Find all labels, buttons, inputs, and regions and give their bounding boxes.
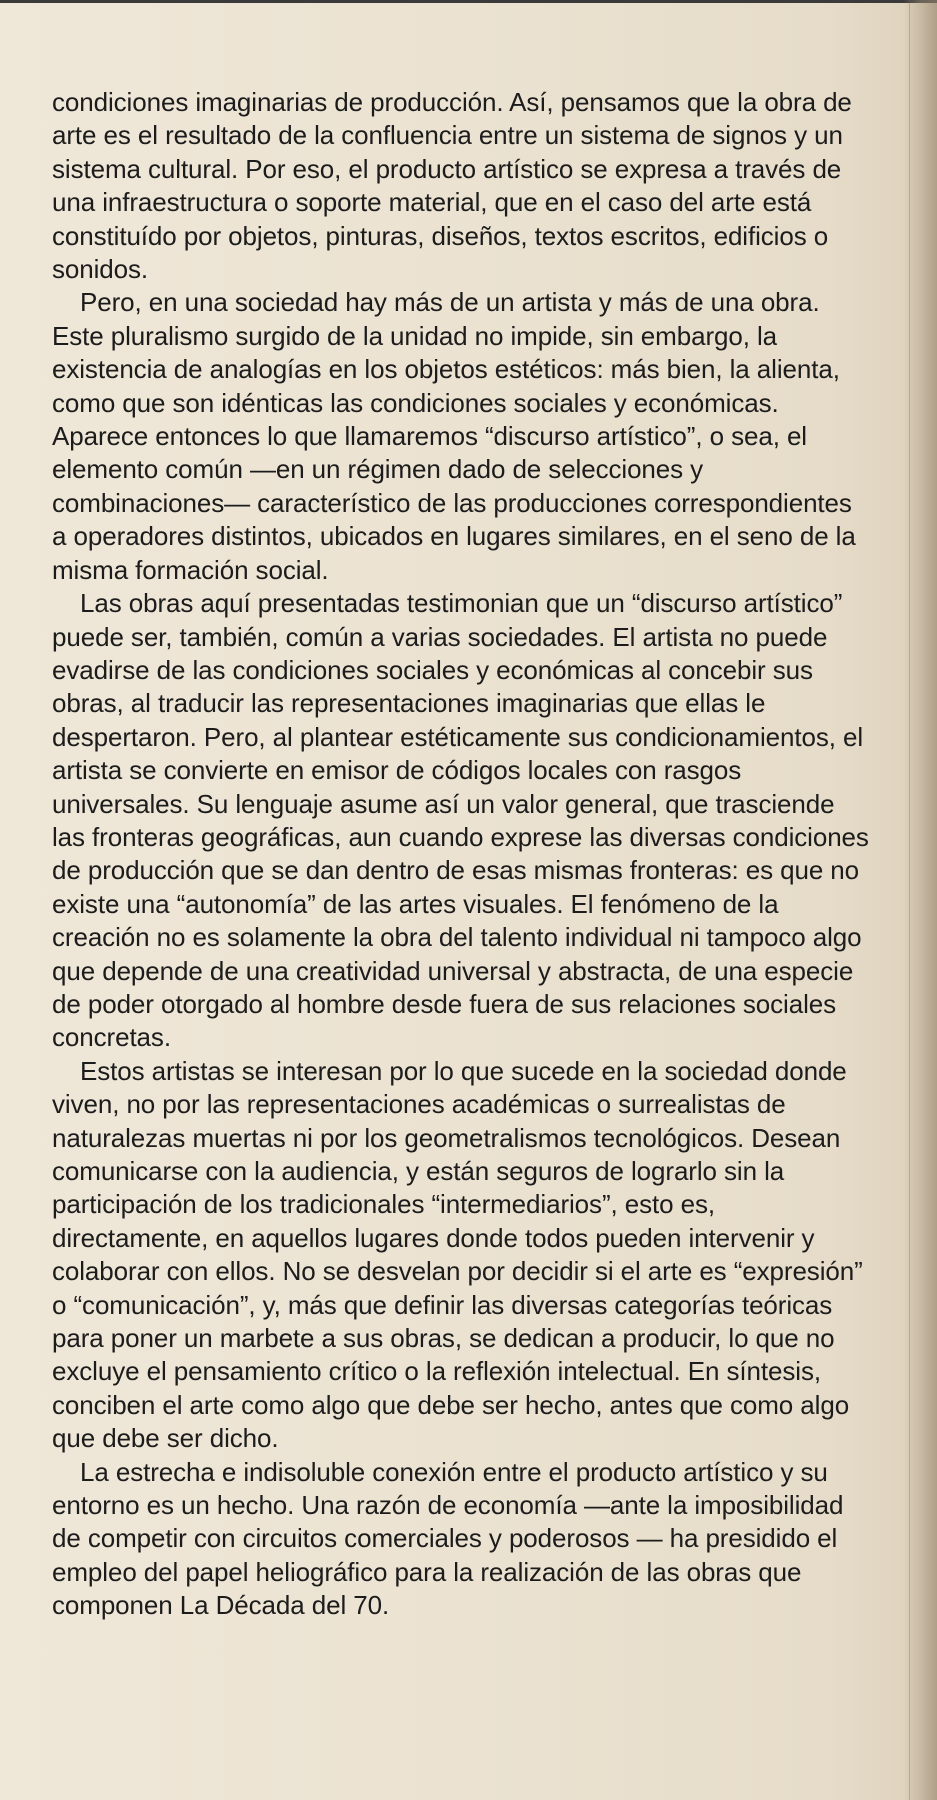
- paragraph-5: La estrecha e indisoluble conexión entre el producto artístico y su entorno es un hecho. Una razón de economía —ante la imposibilidad de competir con circuitos comerciales y poderosos — ha presidido el empleo del papel heliográfico para la realización de las obras que componen La Década del 70.: [52, 1456, 844, 1621]
- body-text: [52, 86, 870, 1623]
- paragraph-3: Las obras aquí presentadas testimonian que un “discurso artístico” puede ser, también, común a varias sociedades. El artista no puede evadirse de las condiciones sociales y económicas al concebir sus obras, al traducir las representaciones imaginarias que ellas le despertaron. Pero, al plantear estéticamente sus condicionamientos, el artista se convierte en emisor de códigos locales con rasgos universales. Su lenguaje asume así un valor general, que trasciende las fronteras geográficas, aun cuando exprese las diversas condiciones de producción que se dan dentro de esas mismas fronteras: es que no existe una “autonomía” de las artes visuales. El fenómeno de la creación no es solamente la obra del talento individual ni tampoco algo que depende de una creatividad universal y abstracta, de una especie de poder otorgado al hombre desde fuera de sus relaciones sociales concretas.: [52, 588, 869, 1053]
- paragraph-2: Pero, en una sociedad hay más de un artista y más de una obra. Este pluralismo surgido de la unidad no impide, sin embargo, la existencia de analogías en los objetos estéticos: más bien, la alienta, como que son idénticas las condiciones sociales y económicas. Aparece entonces lo que llamaremos “discurso artístico”, o sea, el elemento común —en un régimen dado de selecciones y combinaciones— característico de las producciones correspondientes a operadores distintos, ubicados en lugares similares, en el seno de la misma formación social.: [52, 287, 856, 585]
- paragraph-4: Estos artistas se interesan por lo que sucede en la sociedad donde viven, no por las representaciones académicas o surrealistas de naturalezas muertas ni por los geometralismos tecnológicos. Desean comunicarse con la audiencia, y están seguros de lograrlo sin la participación de los tradicionales “intermediarios”, esto es, directamente, en aquellos lugares donde todos pueden intervenir y colaborar con ellos. No se desvelan por decidir si el arte es “expresión” o “comunicación”, y, más que definir las diversas categorías teóricas para poner un marbete a sus obras, se dedican a producir, lo que no excluye el pensamiento crítico o la reflexión intelectual. En síntesis, conciben el arte como algo que debe ser hecho, antes que como algo que debe ser dicho.: [52, 1055, 863, 1454]
- paragraph-1: condiciones imaginarias de producción. Así, pensamos que la obra de arte es el resultado de la confluencia entre un sistema de signos y un sistema cultural. Por eso, el producto artístico se expresa a través de una infraestructura o soporte material, que en el caso del arte está constituído por objetos, pinturas, diseños, textos escritos, edificios o sonidos.: [52, 87, 852, 285]
- fold-line: [909, 0, 910, 1800]
- top-edge-rule: [0, 0, 937, 3]
